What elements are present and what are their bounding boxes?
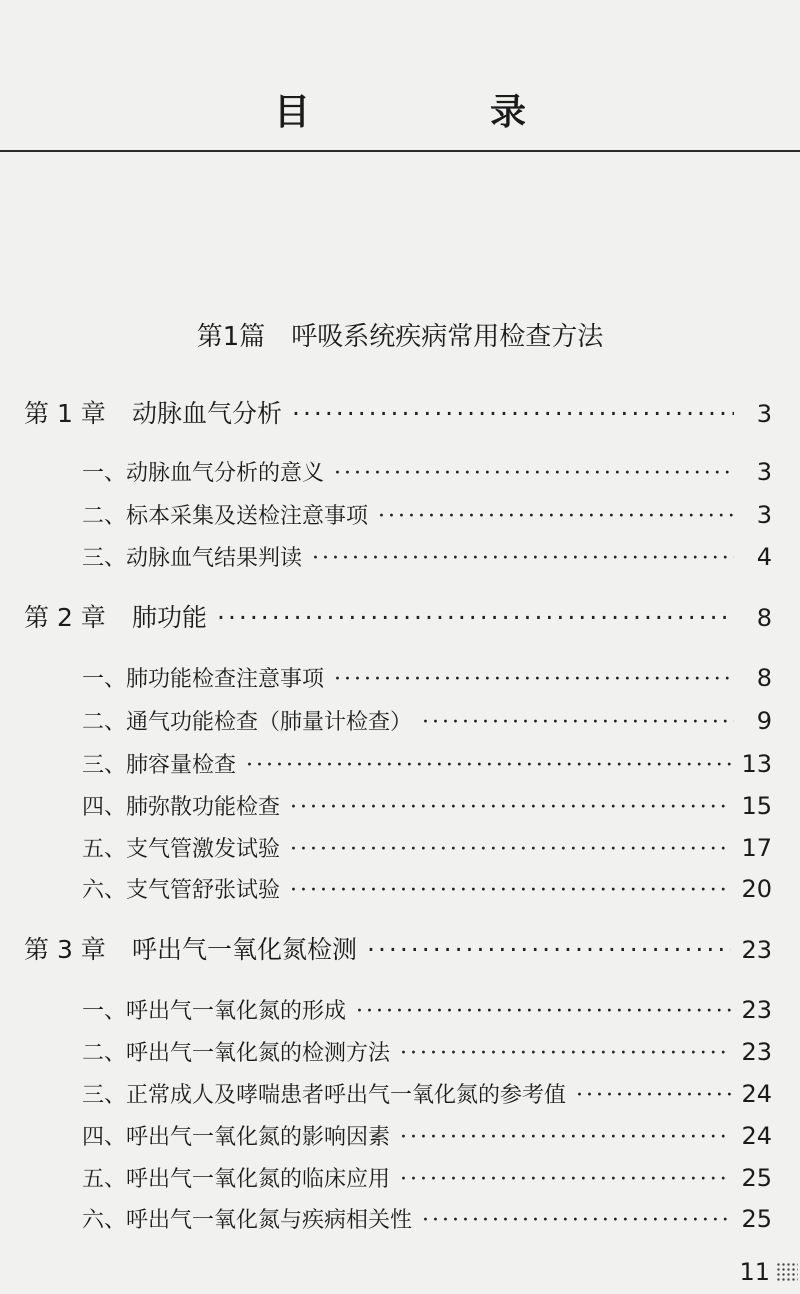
section-title: 一、呼出气一氧化氮的形成 <box>82 999 347 1024</box>
section-page: 3 <box>756 501 772 529</box>
chapter-title: 动脉血气分析 <box>132 399 283 428</box>
leader-dots <box>400 1167 731 1192</box>
section-page: 25 <box>741 1164 772 1192</box>
section-page: 9 <box>756 707 772 735</box>
leader-dots <box>422 710 734 735</box>
section-page: 25 <box>741 1205 772 1233</box>
page-number: 11 <box>739 1258 770 1286</box>
section-title: 六、支气管舒张试验 <box>82 878 281 903</box>
toc-section[interactable] <box>82 748 772 779</box>
toc-chapter[interactable] <box>24 394 772 430</box>
toc-section[interactable] <box>82 994 772 1025</box>
section-title: 四、呼出气一氧化氮的影响因素 <box>82 1125 391 1150</box>
leader-dots <box>217 603 734 632</box>
section-title: 二、通气功能检查（肺量计检查） <box>82 710 413 735</box>
toc-section[interactable] <box>82 1203 772 1234</box>
corner-dot-pattern <box>776 1262 798 1282</box>
section-page: 15 <box>741 792 772 820</box>
chapter-page: 3 <box>756 400 772 428</box>
toc-section[interactable] <box>82 662 772 693</box>
page-title: 目 录 <box>273 92 598 133</box>
leader-dots <box>246 753 731 778</box>
section-title: 三、正常成人及哮喘患者呼出气一氧化氮的参考值 <box>82 1083 567 1108</box>
leader-dots <box>576 1083 731 1108</box>
section-page: 20 <box>741 875 772 903</box>
section-title: 四、肺弥散功能检查 <box>82 795 281 820</box>
leader-dots <box>356 999 731 1024</box>
leader-dots <box>400 1041 731 1066</box>
chapter-number: 第 2 章 <box>24 603 106 632</box>
toc-section[interactable] <box>82 1120 772 1151</box>
section-title: 五、支气管激发试验 <box>82 837 281 862</box>
toc-section[interactable] <box>82 873 772 904</box>
leader-dots <box>422 1208 731 1233</box>
section-title: 二、标本采集及送检注意事项 <box>82 504 369 529</box>
section-title: 一、动脉血气分析的意义 <box>82 461 325 486</box>
section-page: 17 <box>741 834 772 862</box>
section-title: 五、呼出气一氧化氮的临床应用 <box>82 1167 391 1192</box>
toc-section[interactable] <box>82 499 772 530</box>
section-title: 三、肺容量检查 <box>82 753 237 778</box>
leader-dots <box>400 1125 731 1150</box>
leader-dots <box>367 935 731 964</box>
toc-section[interactable] <box>82 790 772 821</box>
leader-dots <box>334 667 734 692</box>
section-page: 4 <box>756 543 772 571</box>
section-title: 三、动脉血气结果判读 <box>82 546 303 571</box>
toc-section[interactable] <box>82 1162 772 1193</box>
toc-section[interactable] <box>82 832 772 863</box>
leader-dots <box>334 461 734 486</box>
section-page: 13 <box>741 750 772 778</box>
section-page: 23 <box>741 996 772 1024</box>
section-title: 二、呼出气一氧化氮的检测方法 <box>82 1041 391 1066</box>
toc-section[interactable] <box>82 1036 772 1067</box>
section-page: 24 <box>741 1122 772 1150</box>
section-title: 六、呼出气一氧化氮与疾病相关性 <box>82 1208 413 1233</box>
section-page: 24 <box>741 1080 772 1108</box>
toc-chapter[interactable] <box>24 930 772 966</box>
toc-section[interactable] <box>82 1078 772 1109</box>
leader-dots <box>290 837 731 862</box>
leader-dots <box>378 504 734 529</box>
chapter-title: 肺功能 <box>132 603 208 632</box>
chapter-page: 23 <box>741 936 772 964</box>
chapter-page: 8 <box>756 604 772 632</box>
leader-dots <box>290 795 731 820</box>
chapter-number: 第 1 章 <box>24 399 106 428</box>
top-rule <box>0 150 800 152</box>
leader-dots <box>292 399 734 428</box>
chapter-number: 第 3 章 <box>24 935 106 964</box>
section-page: 8 <box>756 664 772 692</box>
section-page: 23 <box>741 1038 772 1066</box>
toc-chapter[interactable] <box>24 598 772 634</box>
toc-section[interactable] <box>82 541 772 572</box>
section-title: 一、肺功能检查注意事项 <box>82 667 325 692</box>
toc-section[interactable] <box>82 705 772 736</box>
part-title: 第1篇 呼吸系统疾病常用检查方法 <box>196 322 604 352</box>
leader-dots <box>312 546 734 571</box>
leader-dots <box>290 878 731 903</box>
toc-section[interactable] <box>82 456 772 487</box>
chapter-title: 呼出气一氧化氮检测 <box>132 935 358 964</box>
section-page: 3 <box>756 458 772 486</box>
